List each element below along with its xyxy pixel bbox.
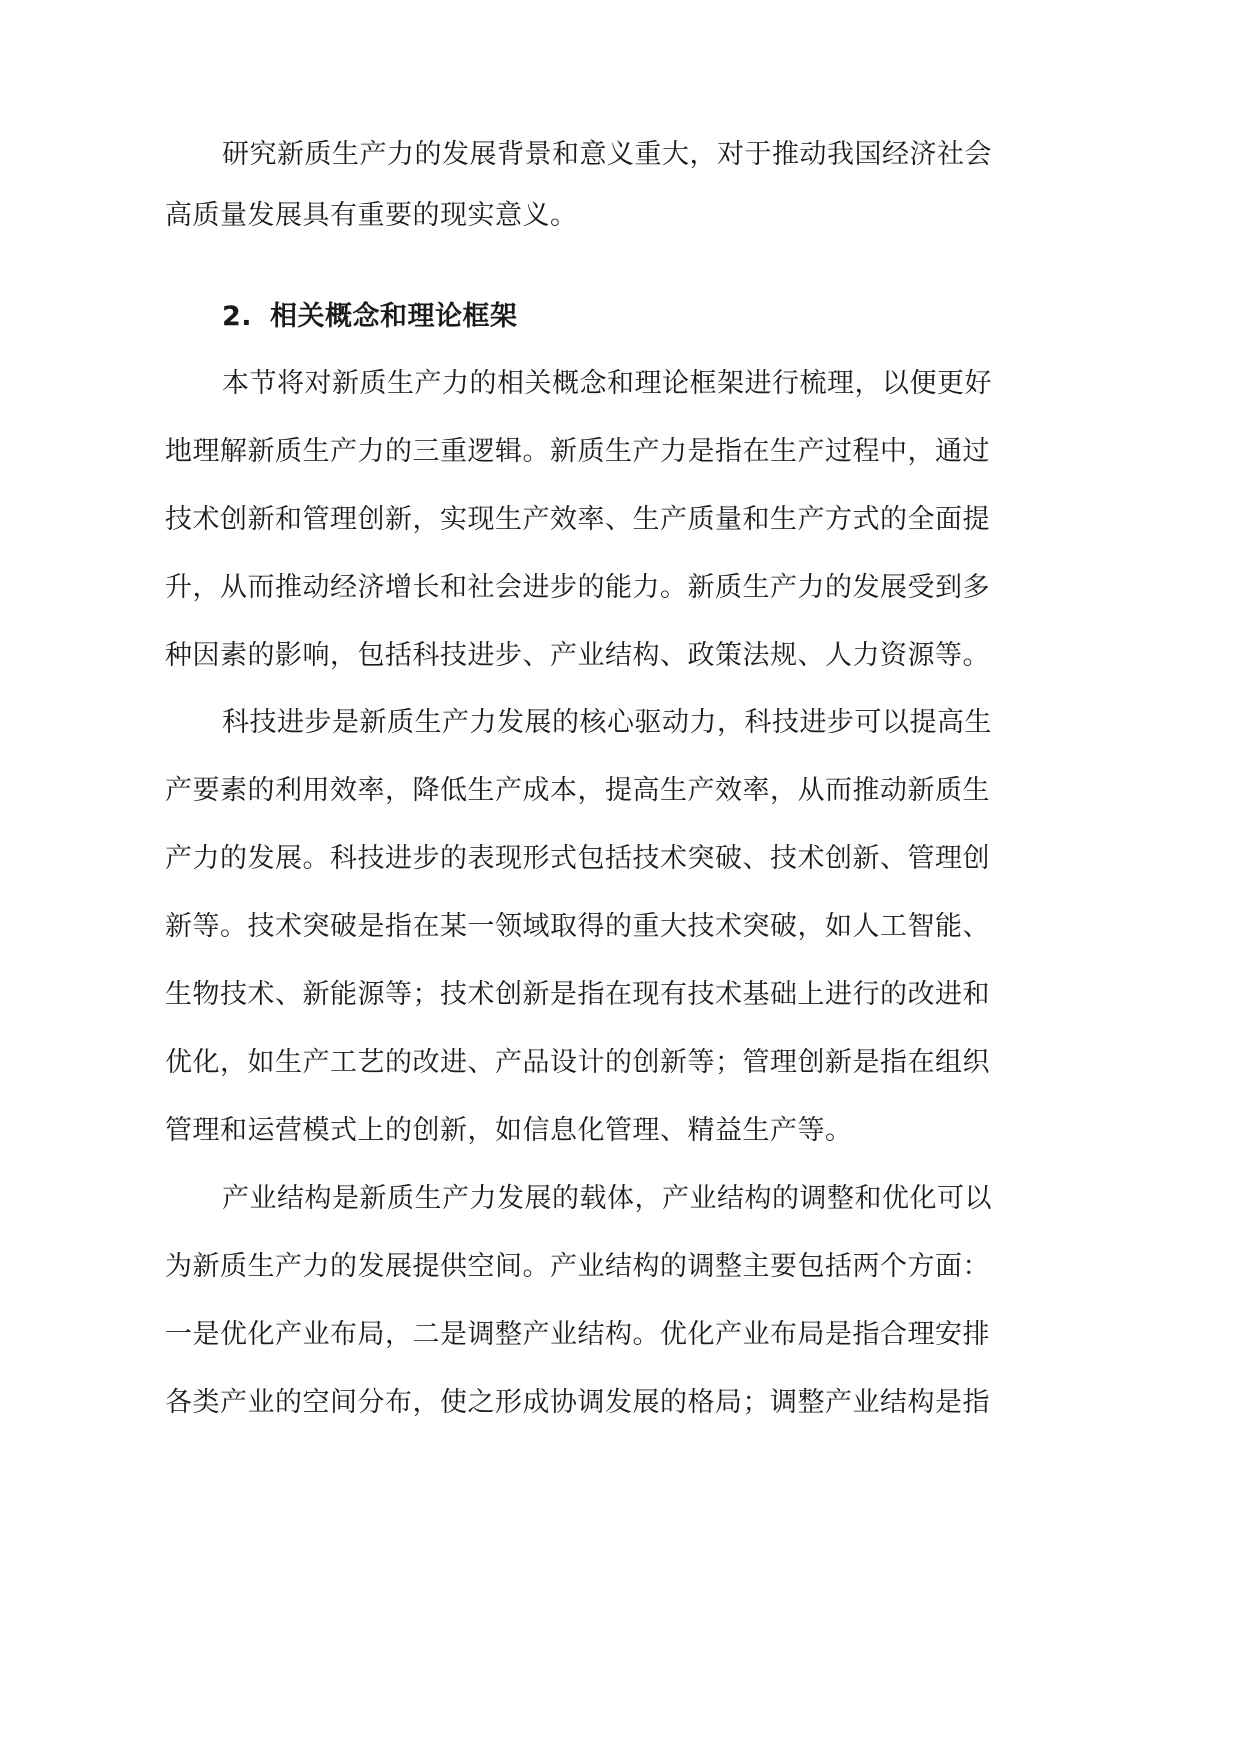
paragraph-2-line-2: 地理解新质生产力的三重逻辑。新质生产力是指在生产过程中，通过 xyxy=(165,436,990,467)
paragraph-3-line-4: 新等。技术突破是指在某一领域取得的重大技术突破，如人工智能、 xyxy=(165,911,990,942)
paragraph-3-line-5: 生物技术、新能源等；技术创新是指在现有技术基础上进行的改进和 xyxy=(165,979,990,1010)
paragraph-4-line-1: 产业结构是新质生产力发展的载体，产业结构的调整和优化可以 xyxy=(222,1183,992,1214)
paragraph-4-line-3: 一是优化产业布局，二是调整产业结构。优化产业布局是指合理安排 xyxy=(165,1319,990,1350)
paragraph-3-line-7: 管理和运营模式上的创新，如信息化管理、精益生产等。 xyxy=(165,1115,853,1146)
section-number: 2. xyxy=(222,301,253,332)
paragraph-2-line-4: 升，从而推动经济增长和社会进步的能力。新质生产力的发展受到多 xyxy=(165,572,990,603)
paragraph-1-line-1: 研究新质生产力的发展背景和意义重大，对于推动我国经济社会 xyxy=(222,139,992,170)
paragraph-2-line-1: 本节将对新质生产力的相关概念和理论框架进行梳理，以便更好 xyxy=(222,368,992,399)
paragraph-3-line-3: 产力的发展。科技进步的表现形式包括技术突破、技术创新、管理创 xyxy=(165,843,990,874)
paragraph-3-line-6: 优化，如生产工艺的改进、产品设计的创新等；管理创新是指在组织 xyxy=(165,1047,990,1078)
paragraph-1-line-2: 高质量发展具有重要的现实意义。 xyxy=(165,200,578,231)
paragraph-2-line-3: 技术创新和管理创新，实现生产效率、生产质量和生产方式的全面提 xyxy=(165,504,990,535)
paragraph-3-line-2: 产要素的利用效率，降低生产成本，提高生产效率，从而推动新质生 xyxy=(165,775,990,806)
paragraph-4-line-2: 为新质生产力的发展提供空间。产业结构的调整主要包括两个方面： xyxy=(165,1251,990,1282)
section-heading xyxy=(222,297,518,337)
paragraph-4-line-4: 各类产业的空间分布，使之形成协调发展的格局；调整产业结构是指 xyxy=(165,1387,990,1418)
section-title: 相关概念和理论框架 xyxy=(270,301,518,332)
paragraph-2-line-5: 种因素的影响，包括科技进步、产业结构、政策法规、人力资源等。 xyxy=(165,640,990,671)
paragraph-3-line-1: 科技进步是新质生产力发展的核心驱动力，科技进步可以提高生 xyxy=(222,707,992,738)
